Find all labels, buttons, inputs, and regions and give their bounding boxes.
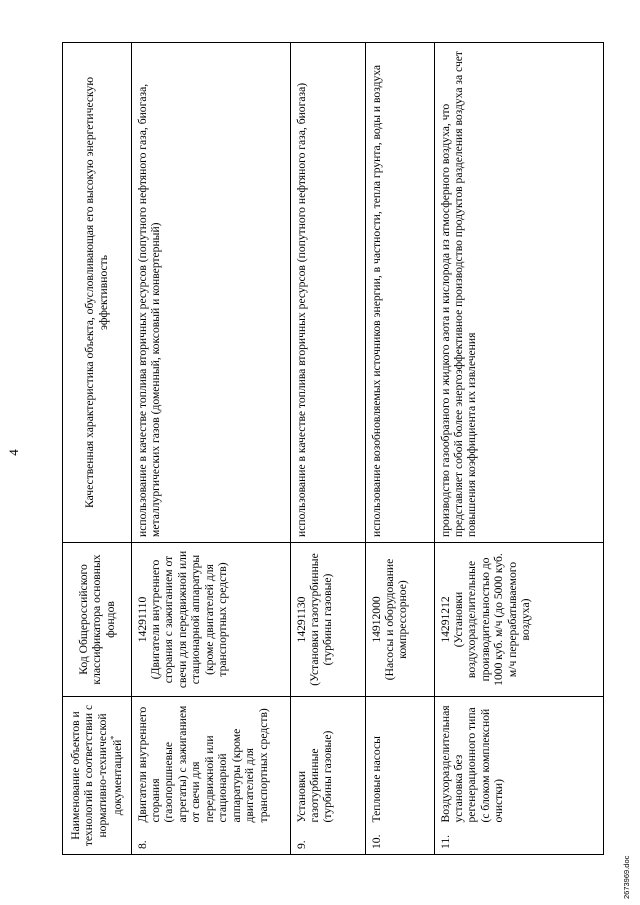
row-code-cell bbox=[365, 542, 434, 696]
row-characteristic: использование возобновляемых источников энергии, в частности, тепла грунта, воды и воздуха bbox=[365, 42, 434, 542]
table-row bbox=[290, 42, 365, 854]
table-header-row bbox=[63, 42, 132, 854]
row-code-cell bbox=[434, 542, 603, 696]
row-code: 14291110 bbox=[135, 596, 149, 643]
row-code-description: (Двигатели внутреннего сгорания с зажиганием от свечи для передвижной или стационарной аппаратуры (кроме двигателей для транспортных средств) bbox=[149, 550, 230, 689]
table-row bbox=[434, 42, 603, 854]
header-code-column: Код Общероссийского классификатора основных фондов bbox=[63, 542, 132, 696]
row-object-name: Установки газотурбинные (турбины газовые) bbox=[290, 696, 365, 826]
footer-file-reference: 2673969.doc bbox=[622, 855, 631, 899]
row-code-cell bbox=[290, 542, 365, 696]
header-footnote-mark: * bbox=[109, 735, 119, 740]
header-characteristic-column: Качественная характеристика объекта, обусловливающая его высокую энергетическую эффективность bbox=[63, 42, 132, 542]
row-code: 14291130 bbox=[294, 596, 308, 643]
row-object-name: Тепловые насосы bbox=[365, 696, 434, 826]
row-number: 11. bbox=[434, 827, 603, 855]
row-code-description: (Установки воздухоразделительные производительностью до 1000 куб. м/ч (до 5000 куб. м/ч перерабатываемого воздуха) bbox=[452, 553, 533, 686]
page-number: 4 bbox=[6, 449, 21, 456]
row-number: 8. bbox=[131, 827, 290, 855]
row-number: 9. bbox=[290, 827, 365, 855]
row-code-cell bbox=[131, 542, 290, 696]
row-characteristic: использование в качестве топлива вторичных ресурсов (попутного нефтяного газа, биогаза) bbox=[290, 42, 365, 542]
row-number: 10. bbox=[365, 827, 434, 855]
equipment-table bbox=[62, 42, 604, 855]
row-code: 14912000 bbox=[369, 596, 383, 643]
row-object-name: Воздухоразделительная установка без регенерационного типа (с блоком комплексной очистки) bbox=[434, 696, 603, 826]
header-name-column: Наименование объектов и технологий в соответствии с нормативно-технической документацией* bbox=[63, 696, 132, 854]
row-characteristic: производство газообразного и жидкого азота и кислорода из атмосферного воздуха, что представляет собой более энергоэффективное производство продуктов разделения воздуха за счет повышения коэффициента их извлечения bbox=[434, 42, 603, 542]
table-row bbox=[131, 42, 290, 854]
row-code-description: (Установки газотурбинные (турбины газовые) bbox=[308, 553, 335, 686]
row-code-description: (Насосы и оборудование компрессорное) bbox=[383, 558, 410, 681]
row-characteristic: использование в качестве топлива вторичных ресурсов (попутного нефтяного газа, биогаза, металлургических газов (доменный, коксовый и конвертерный) bbox=[131, 42, 290, 542]
row-object-name: Двигатели внутреннего сгорания (газопоршневые агрегаты) с зажиганием от свечи для передвижной или стационарной аппаратуры (кроме двигателей для транспортных средств) bbox=[131, 696, 290, 826]
table-row bbox=[365, 42, 434, 854]
row-code: 14291212 bbox=[438, 596, 452, 643]
